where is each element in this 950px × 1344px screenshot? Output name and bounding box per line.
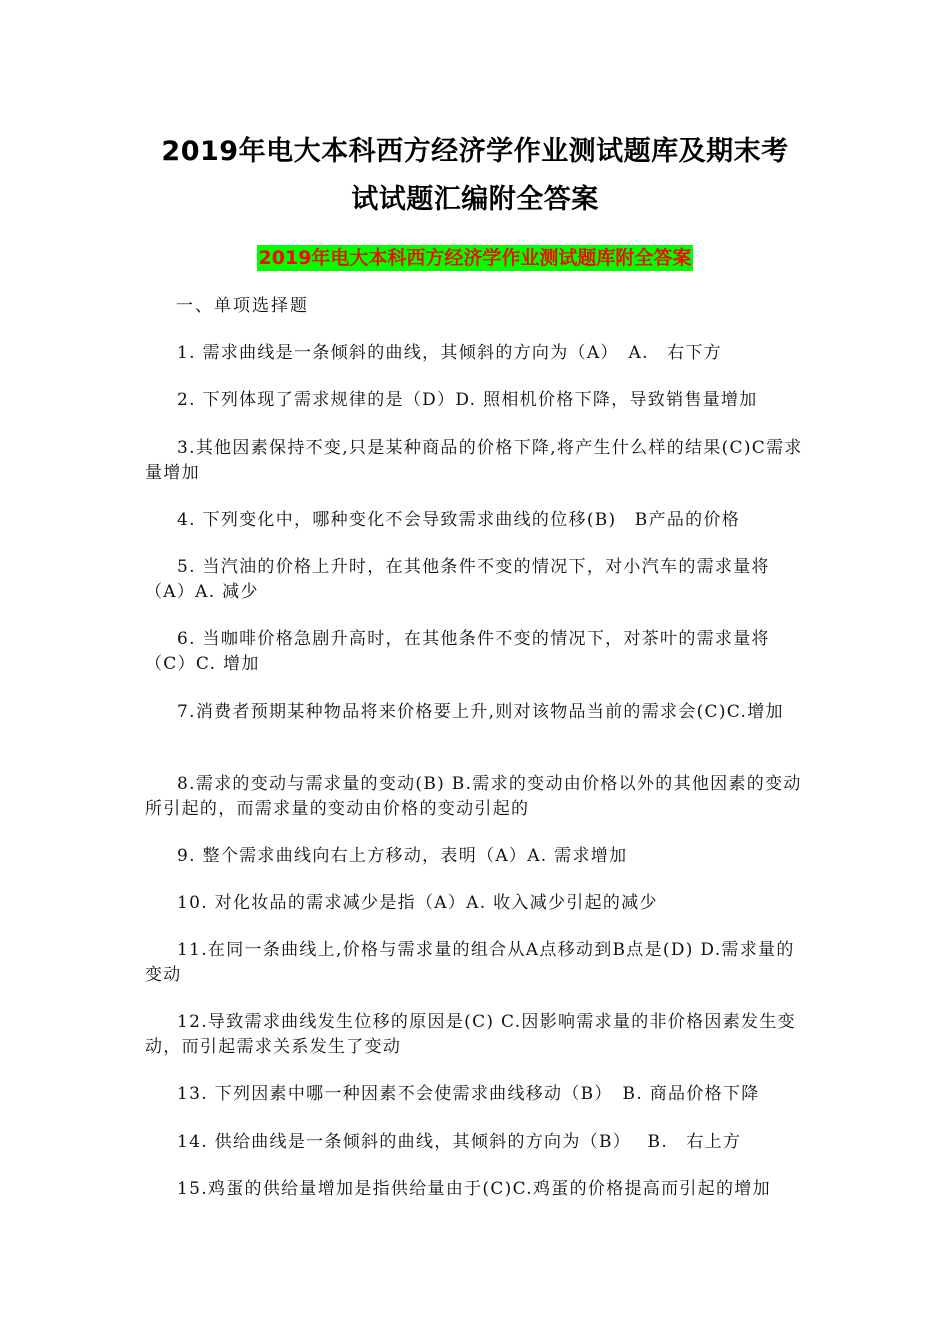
question-item: 1. 需求曲线是一条倾斜的曲线，其倾斜的方向为（A） A. 右下方 <box>177 343 722 363</box>
question-item: 4. 下列变化中，哪种变化不会导致需求曲线的位移(B) B产品的价格 <box>177 510 741 530</box>
subtitle-banner <box>0 245 950 271</box>
question-item: 11.在同一条曲线上,价格与需求量的组合从A点移动到B点是(D) D.需求量的变动 <box>145 940 795 985</box>
document-title-line-1: 2019年电大本科西方经济学作业测试题库及期末考 <box>161 136 789 167</box>
question-item: 8.需求的变动与需求量的变动(B) B.需求的变动由价格以外的其他因素的变动所引起的，而需求量的变动由价格的变动引起的 <box>145 774 802 819</box>
question-item: 13. 下列因素中哪一种因素不会使需求曲线移动（B） B. 商品价格下降 <box>177 1084 760 1104</box>
section-heading: 一、单项选择题 <box>176 296 309 316</box>
document-title-line-2: 试试题汇编附全答案 <box>351 184 599 215</box>
question-item: 15.鸡蛋的供给量增加是指供给量由于(C)C.鸡蛋的价格提高而引起的增加 <box>177 1179 771 1199</box>
question-item: 10. 对化妆品的需求减少是指（A）A. 收入减少引起的减少 <box>177 893 658 913</box>
question-item: 2. 下列体现了需求规律的是（D）D. 照相机价格下降，导致销售量增加 <box>177 390 758 410</box>
question-item: 9. 整个需求曲线向右上方移动，表明（A）A. 需求增加 <box>177 846 628 866</box>
question-item: 3.其他因素保持不变,只是某种商品的价格下降,将产生什么样的结果(C)C需求量增加 <box>145 438 803 483</box>
subtitle-highlighted: 2019年电大本科西方经济学作业测试题库附全答案 <box>258 247 692 269</box>
question-item: 14. 供给曲线是一条倾斜的曲线，其倾斜的方向为（B） B. 右上方 <box>177 1132 742 1152</box>
question-item: 7.消费者预期某种物品将来价格要上升,则对该物品当前的需求会(C)C.增加 <box>177 702 784 722</box>
question-item: 5. 当汽油的价格上升时，在其他条件不变的情况下，对小汽车的需求量将（A）A. 减少 <box>145 557 770 602</box>
question-item: 12.导致需求曲线发生位移的原因是(C) C.因影响需求量的非价格因素发生变动，而引起需求关系发生了变动 <box>145 1012 796 1057</box>
question-item: 6. 当咖啡价格急剧升高时，在其他条件不变的情况下，对茶叶的需求量将（C）C. 增加 <box>145 629 770 674</box>
